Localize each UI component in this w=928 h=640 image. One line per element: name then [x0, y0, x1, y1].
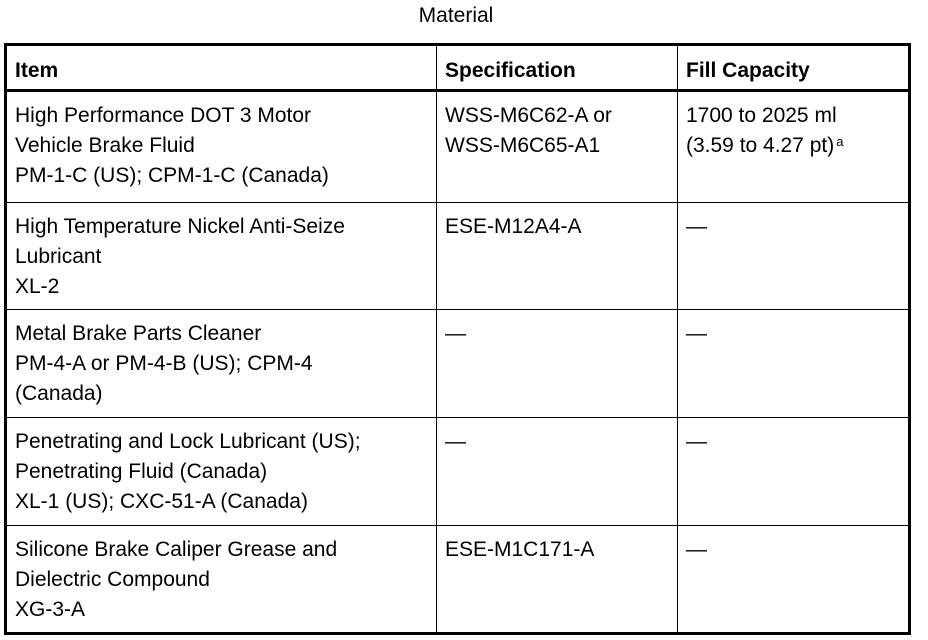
- item-line: Metal Brake Parts Cleaner: [15, 322, 262, 345]
- specification-cell: [437, 310, 678, 418]
- item-line: Silicone Brake Caliper Grease and: [15, 538, 338, 561]
- fill-capacity-cell: [678, 310, 910, 418]
- column-header-item: Item: [6, 45, 437, 91]
- footnote-marker: a: [836, 134, 844, 149]
- fill-capacity-line: —: [686, 322, 707, 345]
- table-row: [6, 310, 910, 418]
- material-table: [4, 43, 911, 635]
- item-line: PM-4-A or PM-4-B (US); CPM-4: [15, 352, 313, 375]
- specification-line: —: [445, 322, 466, 345]
- specification-line: —: [445, 430, 466, 453]
- fill-capacity-line: —: [686, 538, 707, 561]
- column-header-fill-capacity: Fill Capacity: [678, 45, 910, 91]
- item-cell: [6, 91, 437, 203]
- table-row: [6, 418, 910, 526]
- fill-capacity-cell: [678, 418, 910, 526]
- item-line: Vehicle Brake Fluid: [15, 134, 195, 157]
- fill-capacity-line-with-footnote: [686, 131, 900, 161]
- table-row: [6, 203, 910, 310]
- item-line: PM-1-C (US); CPM-1-C (Canada): [15, 164, 329, 187]
- specification-line: ESE-M12A4-A: [445, 215, 582, 238]
- specification-cell: [437, 91, 678, 203]
- fill-capacity-line: —: [686, 215, 707, 238]
- fill-capacity-cell: [678, 91, 910, 203]
- item-line: Lubricant: [15, 245, 102, 268]
- fill-capacity-value: (3.59 to 4.27 pt): [686, 134, 835, 157]
- item-line: Dielectric Compound: [15, 568, 210, 591]
- item-line: XG-3-A: [15, 598, 86, 621]
- item-line: High Temperature Nickel Anti-Seize: [15, 215, 345, 238]
- specification-line: WSS-M6C65-A1: [445, 134, 601, 157]
- item-line: XL-1 (US); CXC-51-A (Canada): [15, 490, 308, 513]
- item-line: (Canada): [15, 382, 103, 405]
- table-row: [6, 526, 910, 634]
- column-header-specification: Specification: [437, 45, 678, 91]
- fill-capacity-cell: [678, 526, 910, 634]
- item-line: Penetrating and Lock Lubricant (US);: [15, 430, 361, 453]
- specification-line: ESE-M1C171-A: [445, 538, 595, 561]
- specification-line: WSS-M6C62-A or: [445, 104, 612, 127]
- fill-capacity-line: 1700 to 2025 ml: [686, 104, 837, 127]
- item-cell: [6, 526, 437, 634]
- fill-capacity-line: —: [686, 430, 707, 453]
- item-line: High Performance DOT 3 Motor: [15, 104, 312, 127]
- item-line: XL-2: [15, 275, 60, 298]
- table-row: [6, 91, 910, 203]
- item-line: Penetrating Fluid (Canada): [15, 460, 268, 483]
- fill-capacity-cell: [678, 203, 910, 310]
- item-cell: [6, 310, 437, 418]
- table-header-row: [6, 45, 910, 91]
- specification-cell: [437, 418, 678, 526]
- specification-cell: [437, 203, 678, 310]
- item-cell: [6, 418, 437, 526]
- specification-cell: [437, 526, 678, 634]
- item-cell: [6, 203, 437, 310]
- table-caption: Material: [418, 4, 494, 27]
